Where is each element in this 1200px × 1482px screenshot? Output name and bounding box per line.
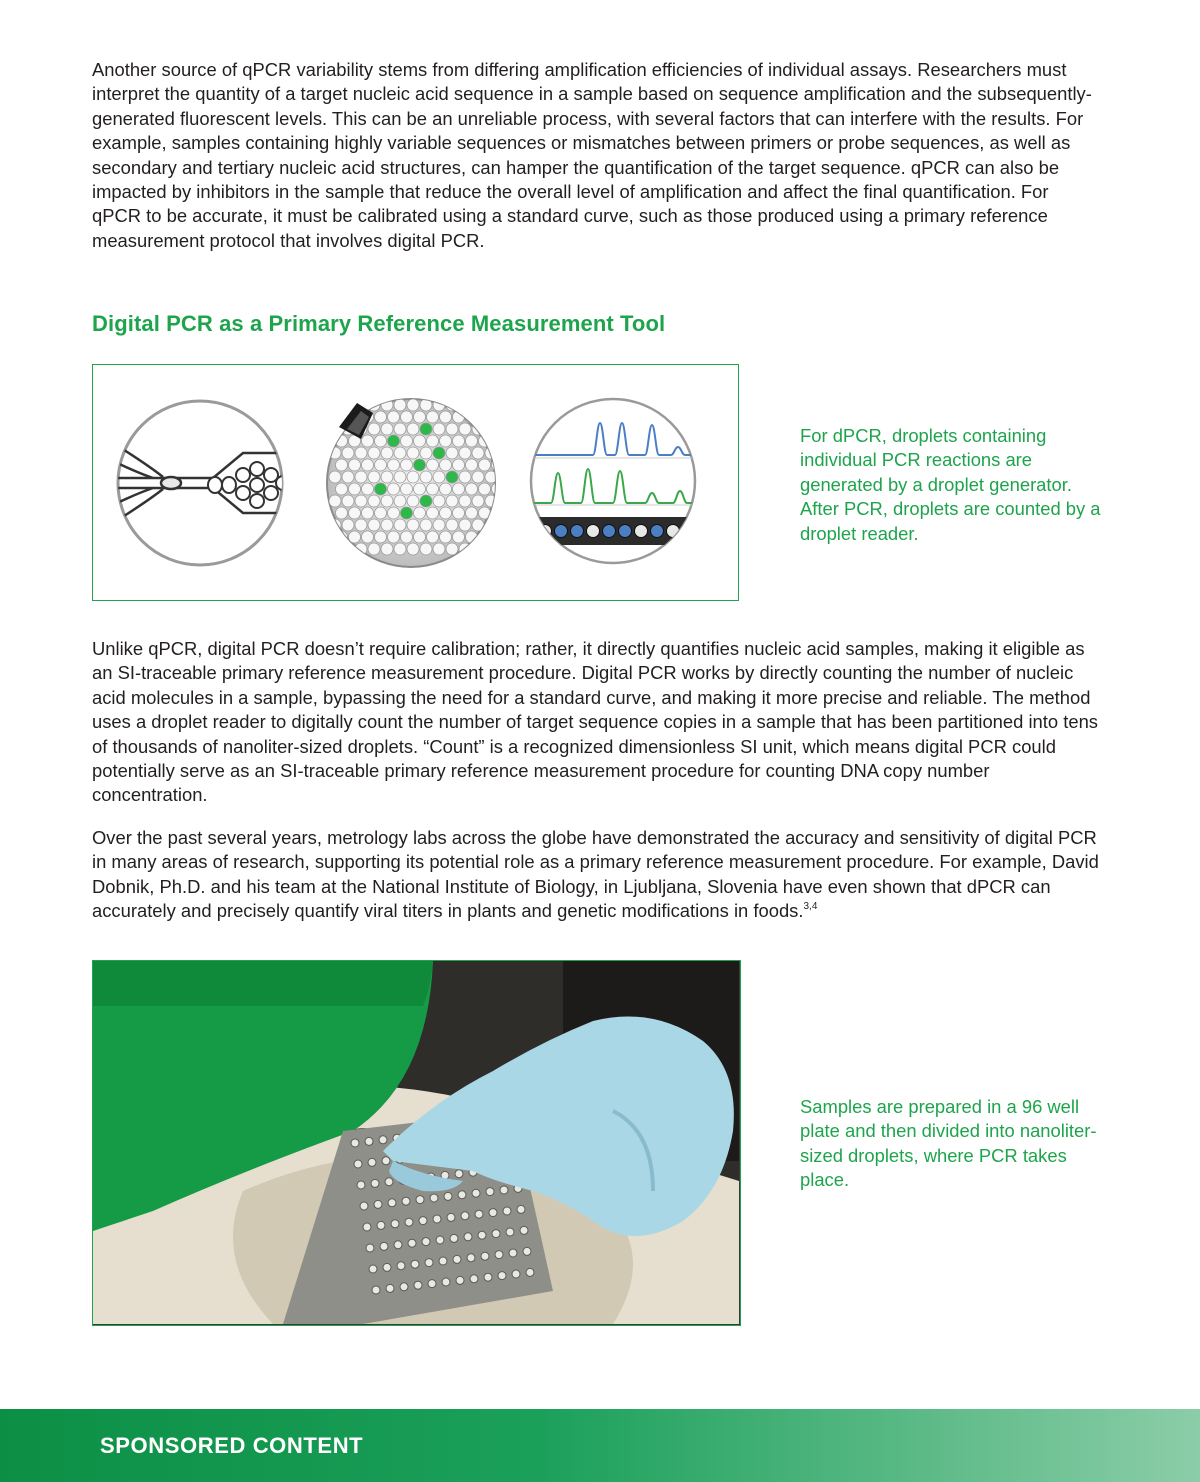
negative-droplet (381, 543, 393, 555)
negative-droplet (459, 519, 471, 531)
plate-well (453, 1255, 461, 1263)
well-plate-photo-illustration (93, 961, 739, 1324)
plate-well (357, 1181, 365, 1189)
negative-droplet (342, 519, 354, 531)
negative-droplet (479, 411, 491, 423)
negative-droplet (394, 423, 406, 435)
negative-droplet (407, 519, 419, 531)
negative-droplet (446, 519, 458, 531)
negative-droplet (368, 423, 380, 435)
negative-droplet (362, 483, 374, 495)
reader-droplet (651, 525, 664, 538)
plate-well (461, 1212, 469, 1220)
negative-droplet (368, 495, 380, 507)
dpcr-diagram (93, 365, 737, 599)
plate-well (354, 1160, 362, 1168)
paragraph-3-text: Over the past several years, metrology labs across the globe have demonstrated the accuracy and sensitivity of digital PCR in many areas of research, supporting its potential role as a primary reference measurement procedure. For example, David Dobnik, Ph.D. and his team at the National Institute of Biology, in Ljubljana, Slovenia have even shown that dPCR can accurately and precisely quantify viral titers in plants and genetic modifications in foods. (92, 827, 1099, 922)
plate-well (382, 1157, 390, 1165)
negative-droplet (427, 483, 439, 495)
plate-well (414, 1281, 422, 1289)
negative-droplet (407, 543, 419, 555)
negative-droplet (355, 543, 367, 555)
negative-droplet (459, 471, 471, 483)
plate-well (444, 1192, 452, 1200)
negative-droplet (355, 519, 367, 531)
negative-droplet (485, 423, 497, 435)
negative-droplet (440, 483, 452, 495)
negative-droplet (427, 411, 439, 423)
negative-droplet (342, 495, 354, 507)
negative-droplet (479, 483, 491, 495)
plate-well (517, 1205, 525, 1213)
negative-droplet (433, 471, 445, 483)
negative-droplet (446, 543, 458, 555)
positive-droplet (375, 483, 387, 495)
negative-droplet (329, 495, 341, 507)
negative-droplet (492, 483, 504, 495)
plate-well (416, 1196, 424, 1204)
photo-well-plate (92, 960, 741, 1326)
negative-droplet (440, 531, 452, 543)
negative-droplet (472, 495, 484, 507)
plate-well (509, 1249, 517, 1257)
plate-well (374, 1200, 382, 1208)
plate-well (371, 1179, 379, 1187)
negative-droplet (459, 447, 471, 459)
section-heading: Digital PCR as a Primary Reference Measurement Tool (92, 311, 666, 336)
positive-droplet (388, 435, 400, 447)
negative-droplet (381, 423, 393, 435)
negative-droplet (466, 411, 478, 423)
plate-well (422, 1238, 430, 1246)
plate-well (430, 1194, 438, 1202)
negative-droplet (336, 507, 348, 519)
plate-well (394, 1241, 402, 1249)
plate-well (523, 1247, 531, 1255)
negative-droplet (440, 507, 452, 519)
positive-droplet (414, 459, 426, 471)
negative-droplet (388, 507, 400, 519)
negative-droplet (459, 399, 471, 411)
negative-droplet (453, 531, 465, 543)
plate-well (379, 1136, 387, 1144)
negative-droplet (407, 471, 419, 483)
positive-droplet (401, 507, 413, 519)
negative-droplet (433, 519, 445, 531)
negative-droplet (459, 495, 471, 507)
plate-well (464, 1233, 472, 1241)
plate-well (368, 1158, 376, 1166)
negative-droplet (407, 423, 419, 435)
negative-droplet (453, 483, 465, 495)
plate-well (408, 1239, 416, 1247)
negative-droplet (440, 435, 452, 447)
plate-well (498, 1272, 506, 1280)
negative-droplet (388, 411, 400, 423)
negative-droplet (394, 399, 406, 411)
negative-droplet (472, 543, 484, 555)
negative-droplet (427, 459, 439, 471)
reader-droplet (603, 525, 616, 538)
negative-droplet (427, 531, 439, 543)
negative-droplet (472, 399, 484, 411)
plate-well (397, 1262, 405, 1270)
droplet-generator-illustration (113, 401, 293, 565)
negative-droplet (368, 519, 380, 531)
negative-droplet (375, 507, 387, 519)
negative-droplet (394, 447, 406, 459)
negative-droplet (375, 411, 387, 423)
negative-droplet (355, 447, 367, 459)
figure-dpcr-workflow (92, 364, 739, 601)
plate-well (512, 1270, 520, 1278)
negative-droplet (394, 471, 406, 483)
positive-droplet (420, 495, 432, 507)
negative-droplet (414, 483, 426, 495)
plate-well (388, 1199, 396, 1207)
negative-droplet (472, 423, 484, 435)
negative-droplet (414, 507, 426, 519)
plate-well (447, 1213, 455, 1221)
reader-droplet (539, 525, 552, 538)
footer-banner (0, 1409, 1200, 1482)
plate-well (467, 1254, 475, 1262)
negative-droplet (446, 423, 458, 435)
negative-droplet (433, 543, 445, 555)
negative-droplet (472, 447, 484, 459)
plate-well (363, 1223, 371, 1231)
negative-droplet (492, 435, 504, 447)
plate-well (386, 1284, 394, 1292)
reader-droplet-row (539, 525, 680, 538)
plate-well (391, 1220, 399, 1228)
plate-well (484, 1273, 492, 1281)
plate-well (380, 1242, 388, 1250)
negative-droplet (420, 519, 432, 531)
figure1-caption: For dPCR, droplets containing individual PCR reactions are generated by a droplet generator. After PCR, droplets are counted by a droplet reader. (800, 425, 1101, 544)
plate-well (439, 1257, 447, 1265)
negative-droplet (375, 531, 387, 543)
negative-droplet (472, 471, 484, 483)
negative-droplet (420, 471, 432, 483)
plate-well (486, 1188, 494, 1196)
negative-droplet (381, 519, 393, 531)
plate-well (503, 1207, 511, 1215)
plate-well (495, 1251, 503, 1259)
negative-droplet (342, 447, 354, 459)
negative-droplet (342, 543, 354, 555)
negative-droplet (433, 423, 445, 435)
plate-well (481, 1252, 489, 1260)
plate-well (411, 1260, 419, 1268)
plate-well (351, 1139, 359, 1147)
negative-droplet (433, 495, 445, 507)
plate-well (369, 1265, 377, 1273)
negative-droplet (446, 495, 458, 507)
negative-droplet (407, 495, 419, 507)
plate-well (419, 1217, 427, 1225)
plate-well (377, 1221, 385, 1229)
negative-droplet (401, 531, 413, 543)
plate-well (400, 1283, 408, 1291)
negative-droplet (407, 447, 419, 459)
plate-well (365, 1137, 373, 1145)
negative-droplet (414, 531, 426, 543)
droplet-packing-illustration (327, 399, 504, 567)
negative-droplet (342, 399, 354, 411)
negative-droplet (453, 507, 465, 519)
negative-droplet (329, 471, 341, 483)
positive-droplet (433, 447, 445, 459)
negative-droplet (329, 543, 341, 555)
negative-droplet (492, 531, 504, 543)
negative-droplet (466, 483, 478, 495)
reader-droplet (587, 525, 600, 538)
negative-droplet (401, 435, 413, 447)
plate-well (383, 1263, 391, 1271)
reader-droplet (619, 525, 632, 538)
negative-droplet (381, 495, 393, 507)
plate-well (366, 1244, 374, 1252)
negative-droplet (492, 507, 504, 519)
sponsored-content-label: SPONSORED CONTENT (100, 1433, 364, 1458)
negative-droplet (427, 435, 439, 447)
paragraph-3 (92, 826, 1102, 924)
negative-droplet (381, 471, 393, 483)
citation-superscript: 3,4 (803, 901, 818, 913)
negative-droplet (342, 471, 354, 483)
positive-droplet (446, 471, 458, 483)
plate-well (360, 1202, 368, 1210)
negative-droplet (427, 507, 439, 519)
negative-droplet (362, 459, 374, 471)
plate-well (428, 1280, 436, 1288)
figure2-caption: Samples are prepared in a 96 well plate and then divided into nanoliter-sized droplets, where PCR takes place. (800, 1096, 1097, 1191)
negative-droplet (453, 435, 465, 447)
plate-well (385, 1178, 393, 1186)
negative-droplet (414, 411, 426, 423)
negative-droplet (420, 543, 432, 555)
negative-droplet (388, 531, 400, 543)
negative-droplet (466, 459, 478, 471)
plate-well (475, 1210, 483, 1218)
plate-well (489, 1209, 497, 1217)
negative-droplet (440, 459, 452, 471)
positive-droplet (420, 423, 432, 435)
plate-well (506, 1228, 514, 1236)
negative-droplet (394, 519, 406, 531)
droplet-reader-illustration (523, 399, 713, 563)
negative-droplet (401, 483, 413, 495)
reader-droplet (667, 525, 680, 538)
reader-droplet (635, 525, 648, 538)
plate-well (433, 1215, 441, 1223)
plate-well (500, 1186, 508, 1194)
negative-droplet (388, 459, 400, 471)
plate-well (470, 1275, 478, 1283)
negative-droplet (349, 483, 361, 495)
plate-well (436, 1236, 444, 1244)
negative-droplet (492, 411, 504, 423)
negative-droplet (362, 435, 374, 447)
negative-droplet (420, 447, 432, 459)
negative-droplet (440, 411, 452, 423)
plate-well (526, 1268, 534, 1276)
paragraph-2: Unlike qPCR, digital PCR doesn’t require calibration; rather, it directly quantifies nucleic acid samples, making it eligible as an SI-traceable primary reference measurement procedure. Digital PCR works by directly counting the number of nucleic acid molecules in a sample, bypassing the need for a standard curve, and making it more precise and reliable. The method uses a droplet reader to digitally count the number of target sequence copies in a sample that has been partitioned into tens of thousands of nanoliter-sized droplets. “Count” is a recognized dimensionless SI unit, which means digital PCR could potentially serve as an SI-traceable primary reference measurement procedure for counting DNA copy number concentration. (92, 638, 1098, 806)
plate-well (472, 1189, 480, 1197)
negative-droplet (355, 471, 367, 483)
plate-well (442, 1278, 450, 1286)
plate-well (520, 1226, 528, 1234)
negative-droplet (485, 495, 497, 507)
negative-droplet (381, 447, 393, 459)
plate-well (478, 1231, 486, 1239)
negative-droplet (401, 459, 413, 471)
negative-droplet (466, 507, 478, 519)
negative-droplet (401, 411, 413, 423)
negative-droplet (388, 483, 400, 495)
plate-well (492, 1230, 500, 1238)
negative-droplet (485, 543, 497, 555)
negative-droplet (329, 423, 341, 435)
negative-droplet (453, 459, 465, 471)
plate-well (402, 1197, 410, 1205)
negative-droplet (407, 399, 419, 411)
negative-droplet (329, 399, 341, 411)
negative-droplet (355, 495, 367, 507)
negative-droplet (446, 447, 458, 459)
plate-well (405, 1218, 413, 1226)
intro-paragraph: Another source of qPCR variability stems from differing amplification efficiencies of individual assays. Researchers must interpret the quantity of a target nucleic acid sequence in a sample based on sequence amplification and the subsequently-generated fluorescent levels. This can be an unreliable process, with several factors that can interfere with the results. For example, samples containing highly variable sequences or mismatches between primers or probe sequences, as well as secondary and tertiary nucleic acid structures, can hamper the quantification of the target sequence. qPCR can also be impacted by inhibitors in the sample that reduce the overall level of amplification and affect the final quantification. For qPCR to be accurate, it must be calibrated using a standard curve, such as those produced using a primary reference measurement protocol that involves digital PCR. (92, 59, 1092, 251)
negative-droplet (362, 507, 374, 519)
negative-droplet (336, 483, 348, 495)
negative-droplet (336, 459, 348, 471)
negative-droplet (414, 435, 426, 447)
plate-well (458, 1191, 466, 1199)
negative-droplet (466, 435, 478, 447)
negative-droplet (362, 531, 374, 543)
plate-well (456, 1276, 464, 1284)
negative-droplet (394, 495, 406, 507)
negative-droplet (485, 399, 497, 411)
negative-droplet (349, 459, 361, 471)
plate-well (425, 1259, 433, 1267)
negative-droplet (368, 471, 380, 483)
negative-droplet (479, 459, 491, 471)
negative-droplet (459, 423, 471, 435)
plate-well (450, 1234, 458, 1242)
plate-well (455, 1170, 463, 1178)
negative-droplet (368, 543, 380, 555)
reader-droplet (555, 525, 568, 538)
negative-droplet (375, 459, 387, 471)
negative-droplet (375, 435, 387, 447)
negative-droplet (479, 531, 491, 543)
negative-droplet (349, 507, 361, 519)
reader-droplet (571, 525, 584, 538)
plate-well (372, 1286, 380, 1294)
negative-droplet (394, 543, 406, 555)
negative-droplet (368, 447, 380, 459)
